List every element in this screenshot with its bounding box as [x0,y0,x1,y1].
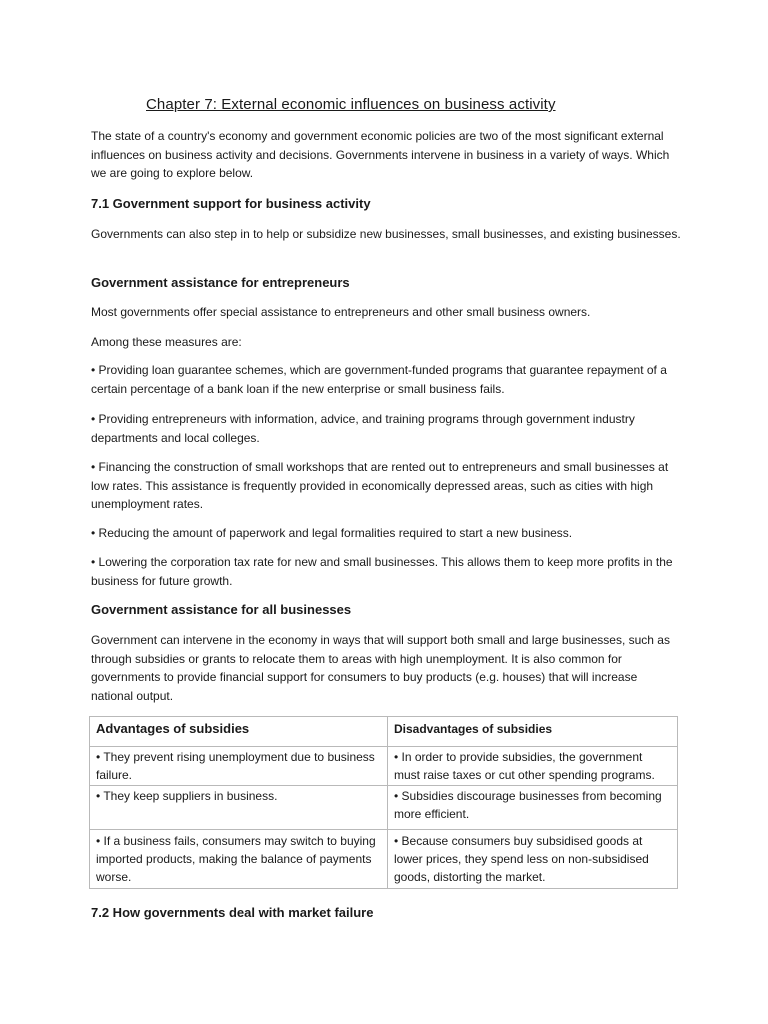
disadvantage-cell: • Because consumers buy subsidised goods at lower prices, they spend less on non-subsidised goods, distorting the market. [388,830,678,889]
entrepreneurs-heading: Government assistance for entrepreneurs [91,275,350,290]
table-header-row [90,717,678,747]
bullet-item: • Providing loan guarantee schemes, which are government-funded programs that guarantee repayment of a certain percentage of a bank loan if the new enterprise or small business fails. [91,363,667,396]
advantages-header: Advantages of subsidies [90,717,388,747]
advantage-cell: • They keep suppliers in business. [90,786,388,830]
bullet-item: • Lowering the corporation tax rate for new and small businesses. This allows them to keep more profits in the business for future growth. [91,555,673,588]
advantage-cell: • They prevent rising unemployment due to business failure. [90,747,388,786]
table-row [90,830,678,889]
section-7-1-paragraph: Governments can also step in to help or subsidize new businesses, small businesses, and existing businesses. [91,227,681,241]
measures-intro: Among these measures are: [91,335,242,349]
bullet-item: • Financing the construction of small workshops that are rented out to entrepreneurs and small businesses at low rates. This assistance is frequently provided in economically depressed areas, such as cities with high unemployment rates. [91,460,669,511]
chapter-title: Chapter 7: External economic influences on business activity [146,96,556,113]
section-7-1-heading: 7.1 Government support for business activity [91,196,371,211]
bullet-item: • Reducing the amount of paperwork and legal formalities required to start a new business. [91,526,573,540]
entrepreneurs-paragraph: Most governments offer special assistance to entrepreneurs and other small business owners. [91,305,591,319]
table-row [90,786,678,830]
intro-paragraph: The state of a country's economy and government economic policies are two of the most significant external influences on business activity and decisions. Governments intervene in business in a variety of ways. Which we are going to explore below. [91,129,670,180]
all-businesses-heading: Government assistance for all businesses [91,602,352,617]
disadvantage-cell: • Subsidies discourage businesses from becoming more efficient. [388,786,678,830]
section-7-2-heading: 7.2 How governments deal with market failure [91,905,374,920]
table-row [90,747,678,786]
disadvantage-cell: • In order to provide subsidies, the government must raise taxes or cut other spending programs. [388,747,678,786]
subsidies-table [89,716,678,889]
bullet-item: • Providing entrepreneurs with information, advice, and training programs through government industry departments and local colleges. [91,412,635,445]
all-businesses-paragraph: Government can intervene in the economy in ways that will support both small and large businesses, such as through subsidies or grants to relocate them to areas with high unemployment. It is also common for governments to provide financial support for consumers to buy products (e.g. houses) that will increase national output. [91,633,670,703]
advantage-cell: • If a business fails, consumers may switch to buying imported products, making the balance of payments worse. [90,830,388,889]
disadvantages-header: Disadvantages of subsidies [388,717,678,747]
